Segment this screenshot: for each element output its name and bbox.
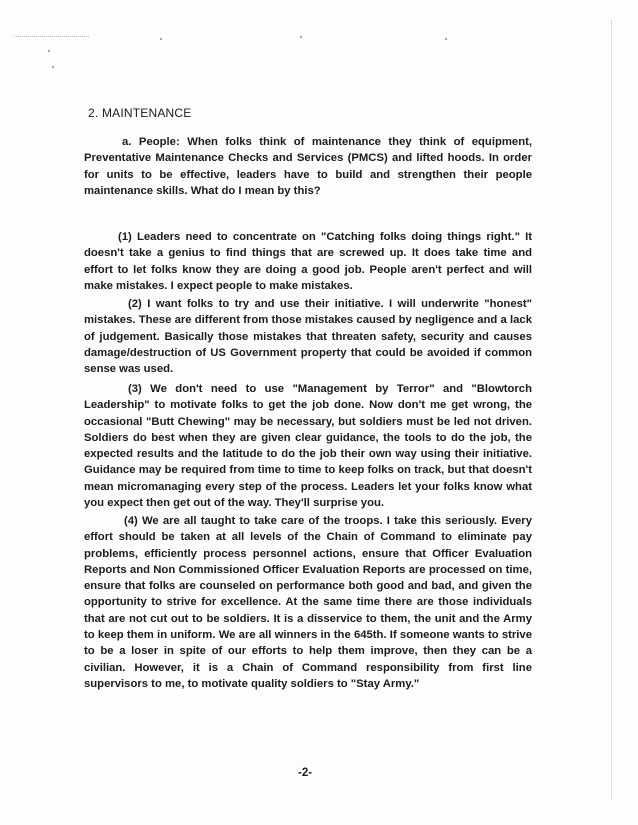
scan-artifact-top xyxy=(14,36,89,39)
scan-speck xyxy=(48,50,50,52)
scan-artifact-right-edge xyxy=(611,20,613,800)
paragraph-item-2: (2) I want folks to try and use their initiative. I will underwrite "honest" mistakes. These are different from those mistakes caused by negligence and a lack of judgement. Basically those mistakes that threaten safety, security and causes damage/destruction of US Government property that could be avoided if common sense was used. xyxy=(84,298,532,376)
page-number: -2- xyxy=(298,767,313,779)
paragraph-item-1: (1) Leaders need to concentrate on "Catching folks doing things right." It doesn't take a genius to find things that are screwed up. It does take time and effort to let folks know they are doing a good job. People aren't perfect and will make mistakes. I expect people to make mistakes. xyxy=(84,231,532,292)
scan-speck xyxy=(300,36,302,38)
paragraph-people: a. People: When folks think of maintenance they think of equipment, Preventative Maintenance Checks and Services (PMCS) and lifted hoods. In order for units to be effective, leaders have to build and strengthen their people maintenance skills. What do I mean by this? xyxy=(84,136,532,197)
scan-speck xyxy=(445,38,447,40)
paragraph-item-4: (4) We are all taught to take care of the troops. I take this seriously. Every effort should be taken at all levels of the Chain of Command to eliminate pay problems, efficiently process personnel actions, ensure that Officer Evaluation Reports and Non Commissioned Officer Evaluation Reports are processed on time, ensure that folks are counseled on performance both good and bad, and given the opportunity to strive for excellence. At the same time there are those individuals that are not cut out to be soldiers. It is a disservice to them, the unit and the Army to keep them in uniform. We are all winners in the 645th. If someone wants to strive to be a loser in spite of our efforts to help them improve, then they can be a civilian. However, it is a Chain of Command responsibility from first line supervisors to me, to motivate quality soldiers to "Stay Army." xyxy=(84,515,532,690)
scan-speck xyxy=(160,38,162,40)
paragraph-item-3: (3) We don't need to use "Management by Terror" and "Blowtorch Leadership" to motivate folks to get the job done. Now don't me get wrong, the occasional "Butt Chewing" may be necessary, but soldiers must be led not driven. Soldiers do best when they are given clear guidance, the tools to do the job, the expected results and the latitude to do the job their own way using their initiative. Guidance may be required from time to time to keep folks on track, but that doesn't mean micromanaging every step of the process. Leaders let your folks know what you expect then get out of the way. They'll surprise you. xyxy=(84,383,532,510)
section-heading: 2. MAINTENANCE xyxy=(88,106,192,120)
scan-speck xyxy=(52,66,54,68)
